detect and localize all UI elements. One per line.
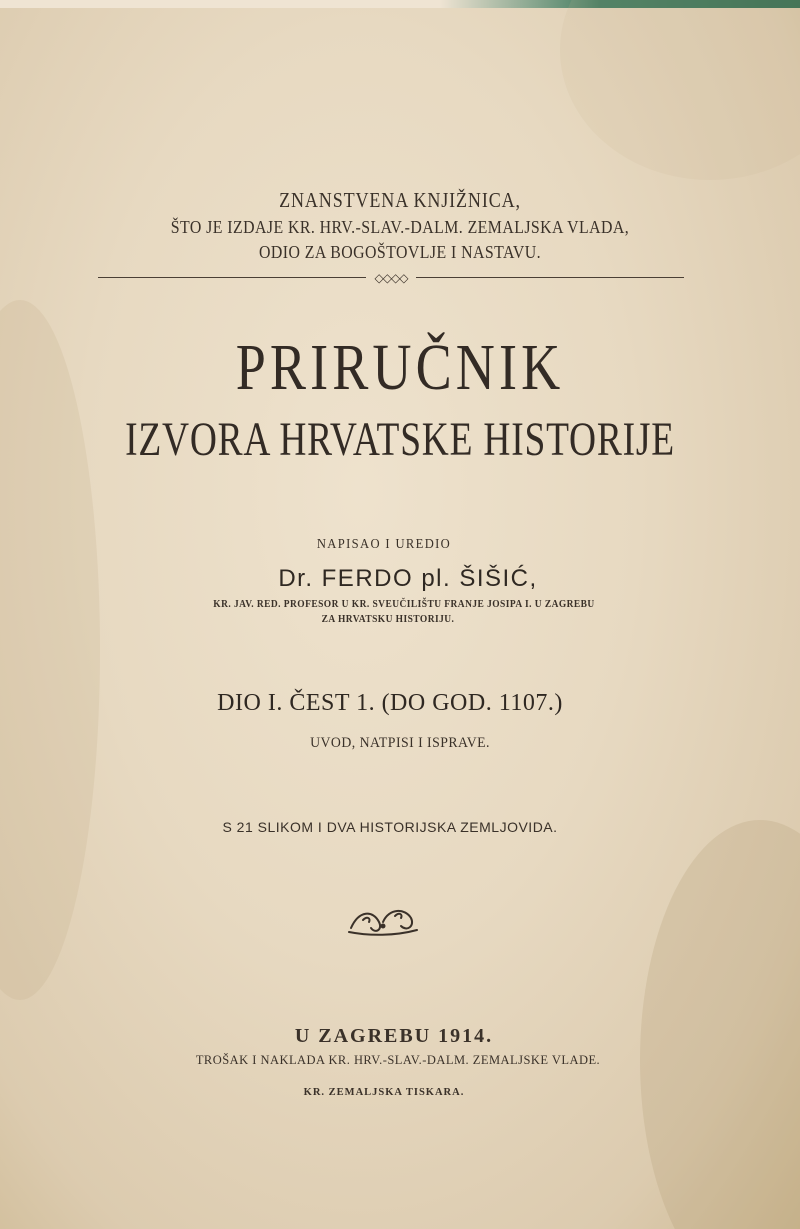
written-by-label: NAPISAO I UREDIO bbox=[316, 537, 452, 552]
book-title: PRIRUČNIK bbox=[235, 331, 565, 404]
rule-right bbox=[416, 277, 684, 278]
volume-contents: UVOD, NATPISI I ISPRAVE. bbox=[310, 735, 490, 751]
series-title: ZNANSTVENA KNJIŽNICA, bbox=[279, 188, 521, 212]
author-affiliation-cont: ZA HRVATSKU HISTORIJU. bbox=[321, 614, 455, 625]
diamond-ornament-icon: ◇◇◇◇ bbox=[374, 271, 408, 285]
book-subtitle: IZVORA HRVATSKE HISTORIJE bbox=[125, 413, 675, 466]
series-department: ODIO ZA BOGOŠTOVLJE I NASTAVU. bbox=[259, 242, 541, 262]
printer-line: KR. ZEMALJSKA TISKARA. bbox=[303, 1087, 465, 1098]
illustrations-note: S 21 SLIKOM I DVA HISTORIJSKA ZEMLJOVIDA. bbox=[222, 819, 558, 835]
fleuron-ornament-icon bbox=[345, 900, 421, 940]
place-and-year: U ZAGREBU 1914. bbox=[294, 1025, 494, 1047]
author-name: Dr. FERDO pl. ŠIŠIĆ, bbox=[278, 565, 538, 592]
volume-part: DIO I. ČEST 1. (DO GOD. 1107.) bbox=[217, 690, 563, 716]
divider-rule bbox=[98, 268, 684, 288]
rule-left bbox=[98, 277, 366, 278]
paper-stain bbox=[560, 0, 800, 180]
publisher-line: TROŠAK I NAKLADA KR. HRV.-SLAV.-DALM. ZEMALJSKE VLADE. bbox=[195, 1052, 601, 1067]
series-publisher: ŠTO JE IZDAJE KR. HRV.-SLAV.-DALM. ZEMALJSKA VLADA, bbox=[170, 217, 630, 237]
author-affiliation: KR. JAV. RED. PROFESOR U KR. SVEUČILIŠTU FRANJE JOSIPA I. U ZAGREBU bbox=[213, 599, 595, 610]
cover-edge bbox=[0, 0, 800, 8]
